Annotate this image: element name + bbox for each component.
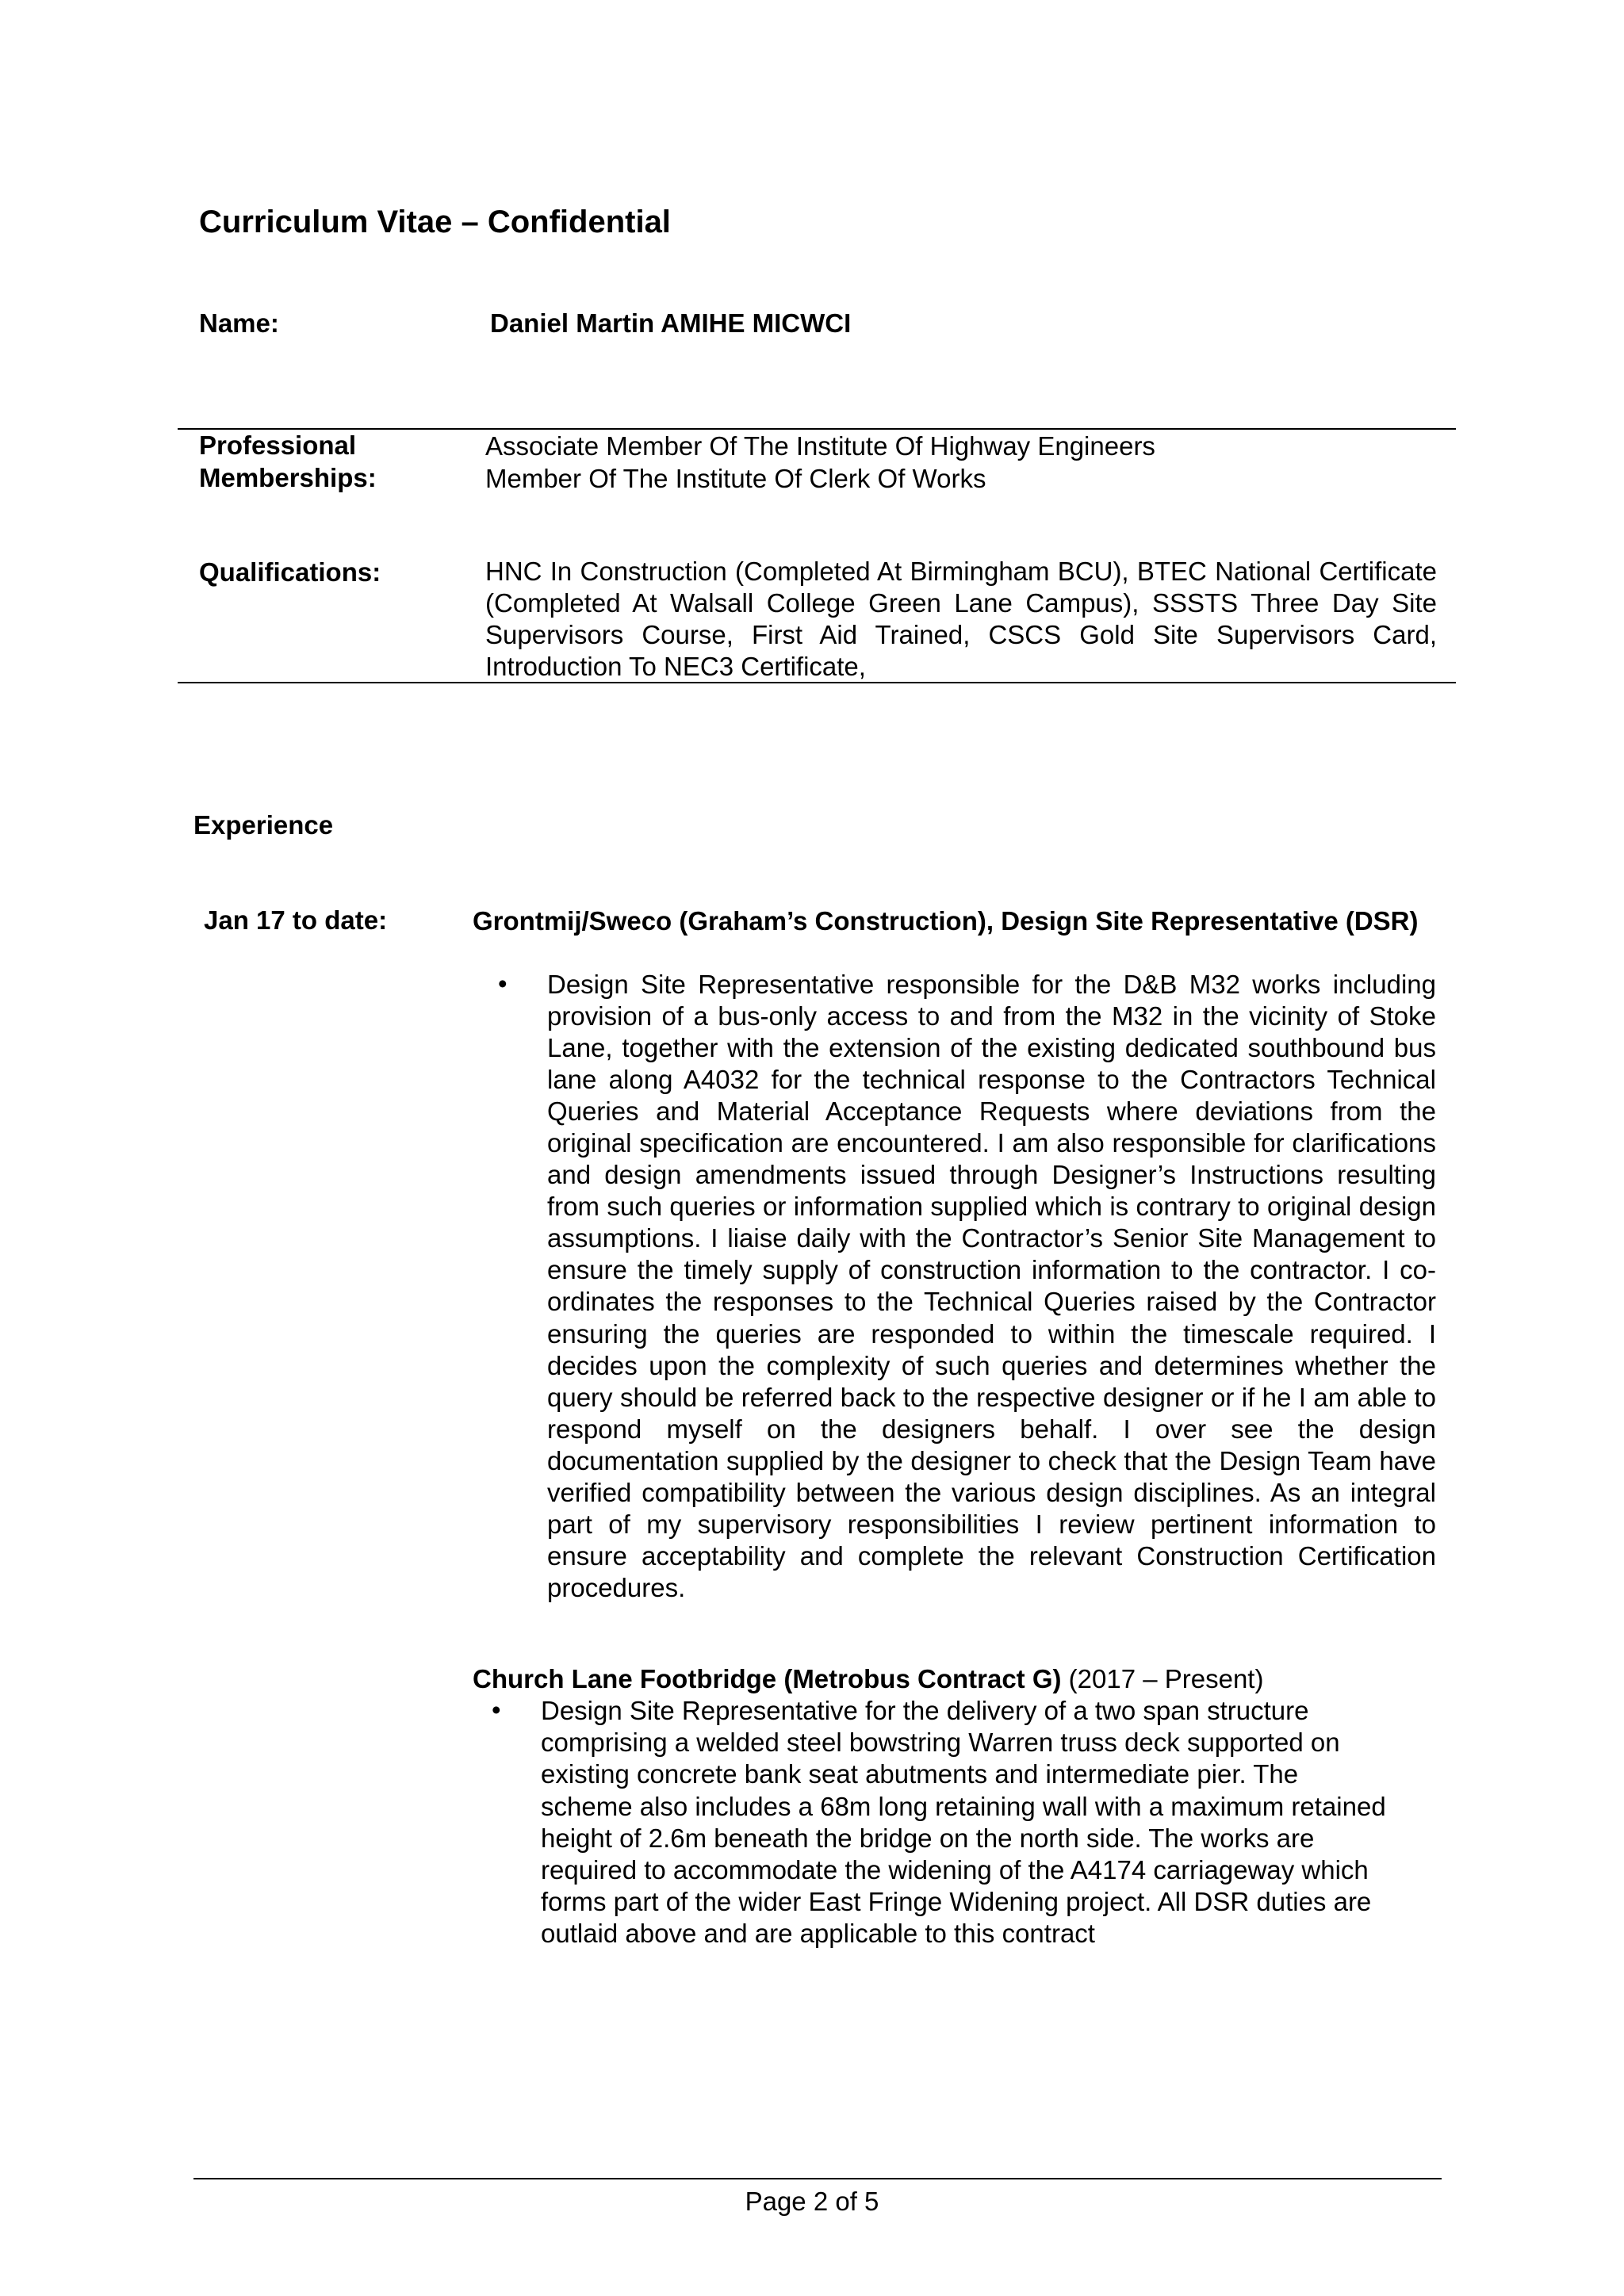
name-value: Daniel Martin AMIHE MICWCI <box>490 308 852 338</box>
qualifications-label: Qualifications: <box>199 557 381 587</box>
experience-description: Design Site Representative responsible for the D&B M32 works including provision of a bus-only access to and from the M32 in the vicinity of Stoke Lane, together with the extension of the existing dedicated southbound bus lane along A4032 for the technical response to the Contractors Technical Queries and Material Acceptance Requests where deviations from the original specification are encountered. I am also responsible for clarifications and design amendments issued through Designer’s Instructions resulting from such queries or information supplied which is contrary to original design assumptions. I liaise daily with the Contractor’s Senior Site Management to ensure the timely supply of construction information to the contractor. I co-ordinates the responses to the Technical Queries raised by the Contractor ensuring the queries are responded to within the timescale required. I decides upon the complexity of such queries and determines whether the query should be referred back to the respective designer or if he I am able to respond myself on the designers behalf. I over see the design documentation supplied by the designer to check that the Design Team have verified compatibility between the various design disciplines. As an integral part of my supervisory responsibilities I review pertinent information to ensure acceptability and complete the relevant Construction Certification procedures. <box>547 970 1436 1602</box>
project-description-line: existing concrete bank seat abutments and intermediate pier. The <box>541 1759 1299 1789</box>
table-bottom-rule <box>178 682 1456 683</box>
project-description-line: outlaid above and are applicable to this contract <box>541 1919 1095 1949</box>
project-description-line: required to accommodate the widening of the A4174 carriageway which <box>541 1855 1369 1885</box>
memberships-label-line1: Professional <box>199 430 357 460</box>
project-heading <box>473 1663 1263 1695</box>
experience-heading: Experience <box>193 810 334 840</box>
membership-item: Associate Member Of The Institute Of Highway Engineers <box>485 431 1155 461</box>
project-title: Church Lane Footbridge (Metrobus Contract G) <box>473 1664 1062 1693</box>
project-description-line: Design Site Representative for the delivery of a two span structure <box>541 1696 1309 1725</box>
project-description <box>541 1695 1437 1950</box>
memberships-label <box>199 429 377 494</box>
document-title: Curriculum Vitae – Confidential <box>199 205 671 239</box>
qualifications-text: HNC In Construction (Completed At Birmingham BCU), BTEC National Certificate (Completed At Walsall College Green Lane Campus), SSSTS Three Day Site Supervisors Course, First Aid Trained, CSCS Gold Site Supervisors Card, Introduction To NEC3 Certificate, <box>485 557 1437 681</box>
project-description-line: forms part of the wider East Fringe Widening project. All DSR duties are <box>541 1887 1372 1917</box>
memberships-label-line2: Memberships: <box>199 463 377 492</box>
project-period: (2017 – Present) <box>1061 1664 1264 1693</box>
footer-rule <box>193 2178 1442 2179</box>
memberships-list <box>485 430 1155 495</box>
experience-date: Jan 17 to date: <box>204 905 388 935</box>
bullet-icon: • <box>498 969 508 998</box>
experience-job-title: Grontmij/Sweco (Graham’s Construction), Design Site Representative (DSR) <box>473 906 1419 936</box>
bullet-icon: • <box>492 1695 501 1724</box>
project-description-line: scheme also includes a 68m long retaining wall with a maximum retained <box>541 1791 1386 1821</box>
membership-item: Member Of The Institute Of Clerk Of Works <box>485 464 986 493</box>
project-description-line: comprising a welded steel bowstring Warren truss deck supported on <box>541 1728 1340 1758</box>
project-description-line: height of 2.6m beneath the bridge on the north side. The works are <box>541 1823 1315 1853</box>
page-number: Page 2 of 5 <box>745 2187 879 2216</box>
name-label: Name: <box>199 308 279 338</box>
